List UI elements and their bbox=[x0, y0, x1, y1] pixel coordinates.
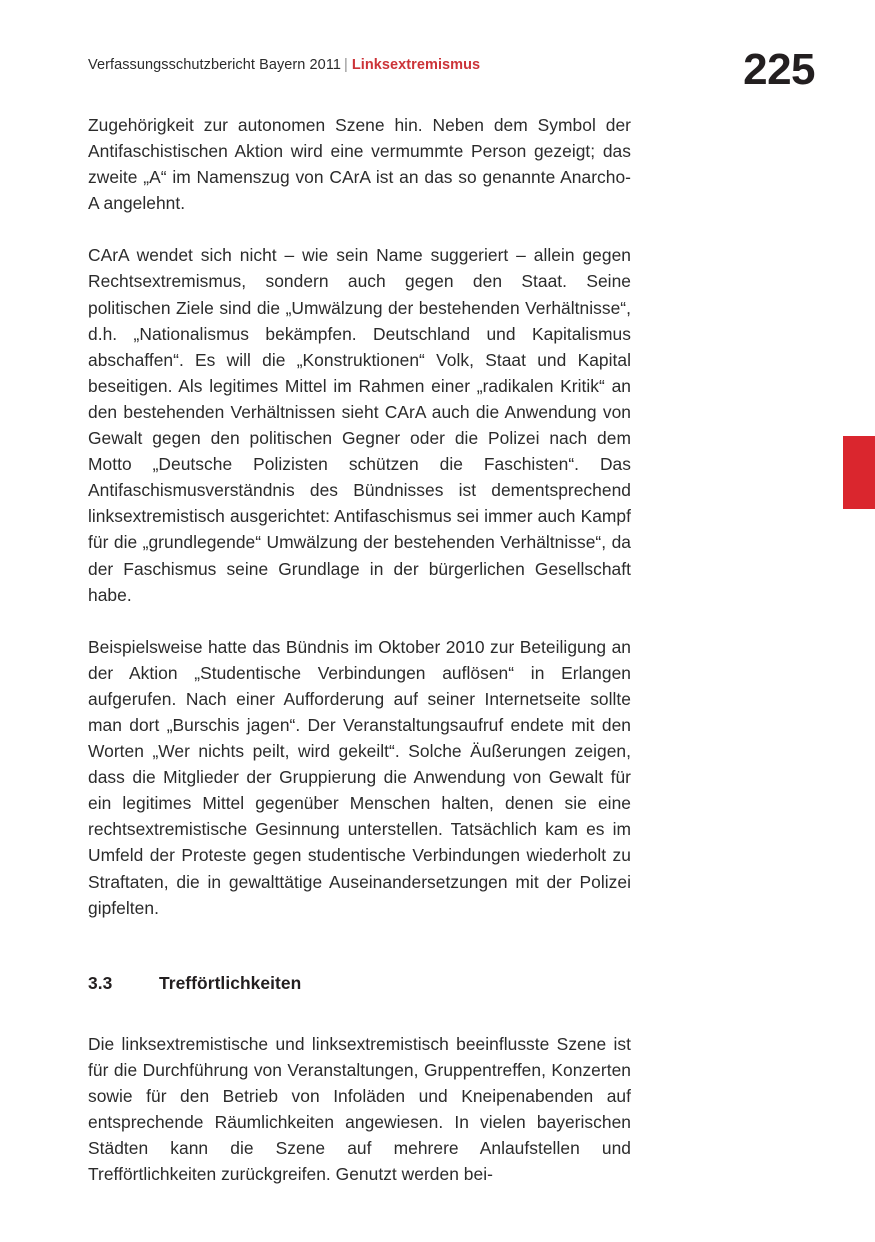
running-head-separator: | bbox=[344, 57, 348, 73]
paragraph: Die linksextremistische und linksextremistisch beeinflusste Szene ist für die Durchführung von Veranstaltungen, Gruppentreffen, Konzerten sowie für den Betrieb von Infoläden und Kneipenabenden auf entsprechende Räumlichkeiten angewiesen. In vielen bayerischen Städten kann die Szene auf mehrere Anlaufstellen und Trefförtlichkeiten zurückgreifen. Genutzt werden bei- bbox=[88, 1033, 631, 1185]
body-text-column bbox=[88, 112, 631, 1187]
section-thumb-index-tab bbox=[843, 436, 875, 509]
section-heading bbox=[88, 973, 631, 994]
running-head-publication: Verfassungsschutzbericht Bayern 2011 bbox=[88, 57, 342, 73]
paragraph: Beispielsweise hatte das Bündnis im Oktober 2010 zur Beteiligung an der Aktion „Studentische Verbindungen auflösen“ in Erlangen aufgerufen. Nach einer Aufforderung auf seiner Internetseite sollte man dort „Burschis jagen“. Der Veranstaltungsaufruf endete mit den Worten „Wer nichts peilt, wird gekeilt“. Solche Äußerungen zeigen, dass die Mitglieder der Gruppierung die Anwendung von Gewalt für ein legitimes Mittel gegenüber Menschen halten, denen sie eine rechtsextremistische Gesinnung unterstellen. Tatsächlich kam es im Umfeld der Proteste gegen studentische Verbindungen wiederholt zu Straftaten, die in gewalttätige Auseinandersetzungen mit der Polizei gipfelten. bbox=[88, 636, 631, 918]
section-heading-title: Trefförtlichkeiten bbox=[159, 972, 302, 993]
paragraph: Zugehörigkeit zur autonomen Szene hin. Neben dem Symbol der Antifaschistischen Aktion wird eine vermummte Person gezeigt; das zweite „A“ im Namenszug von CArA ist an das so genannte Anarcho-A angelehnt. bbox=[88, 115, 631, 214]
page-number: 225 bbox=[743, 45, 815, 94]
running-head-section: Linksextremismus bbox=[351, 57, 481, 73]
section-heading-number: 3.3 bbox=[88, 972, 113, 993]
running-head bbox=[88, 55, 480, 75]
paragraph: CArA wendet sich nicht – wie sein Name suggeriert – allein gegen Rechtsextremismus, sondern auch gegen den Staat. Seine politischen Ziele sind die „Umwälzung der bestehenden Verhältnisse“, d.h. „Nationalismus bekämpfen. Deutschland und Kapitalismus abschaffen“. Es will die „Konstruktionen“ Volk, Staat und Kapital beseitigen. Als legitimes Mittel im Rahmen einer „radikalen Kritik“ an den bestehenden Verhältnissen sieht CArA auch die Anwendung von Gewalt gegen den politischen Gegner oder die Polizei nach dem Motto „Deutsche Polizisten schützen die Faschisten“. Das Antifaschismusverständnis des Bündnisses ist dementsprechend linksextremistisch ausgerichtet: Antifaschismus sei immer auch Kampf für die „grundlegende“ Umwälzung der bestehenden Verhältnisse“, da der Faschismus seine Grundlage in der bürgerlichen Gesellschaft habe. bbox=[88, 245, 631, 605]
